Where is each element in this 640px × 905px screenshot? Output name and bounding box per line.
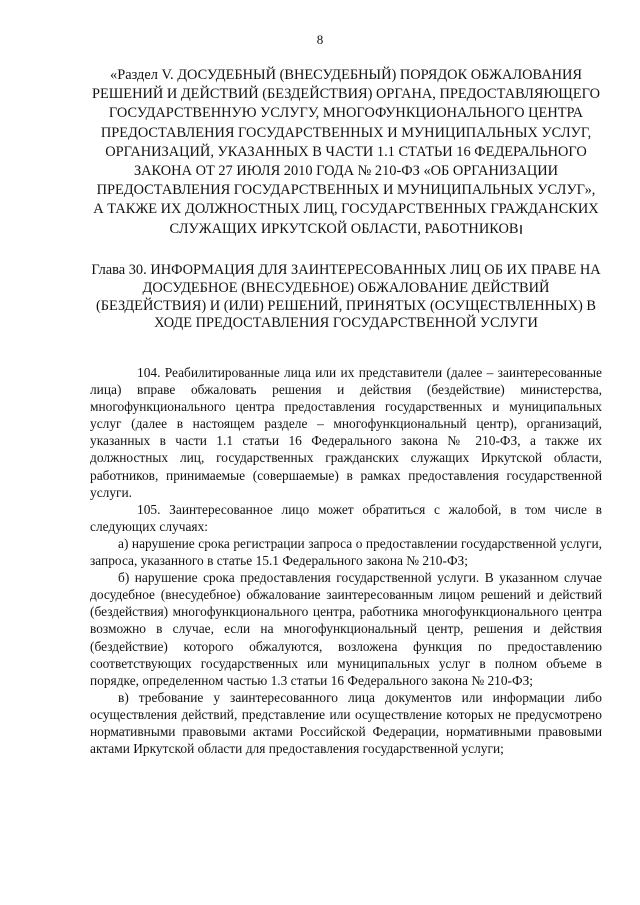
section-heading <box>90 66 602 239</box>
list-item-a: а) нарушение срока регистрации запроса о предоставлении государственной услуги, запроса, указанного в статье 15.1 Федерального закона № 210-ФЗ; <box>90 535 602 569</box>
list-item-v: в) требование у заинтересованного лица документов или информации либо осуществления действий, представление или осуществление которых не предусмотрено нормативными правовыми актами Российской Федерации, нормативными правовыми актами Иркутской области для предоставления государственной услуги; <box>90 689 602 757</box>
text-cursor-mark <box>520 225 522 234</box>
page-number: 8 <box>316 32 324 47</box>
paragraph-105: 105. Заинтересованное лицо может обратиться с жалобой, в том числе в следующих случаях: <box>90 501 602 534</box>
list-item-b: б) нарушение срока предоставления государственной услуги. В указанном случае досудебное (внесудебное) обжалование заинтересованным лицом решений и действий (бездействия) многофункционального центра, работника многофункционального центра возможно в случае, если на многофункциональный центр, решения и действия (бездействие) которого обжалуются, возложена функция по предоставлению соответствующих государственных или муниципальных услуг в полном объеме в порядке, определенном частью 1.3 статьи 16 Федерального закона № 210-ФЗ; <box>90 570 602 688</box>
body-text <box>90 364 602 757</box>
paragraph-104: 104. Реабилитированные лица или их представители (далее – заинтересованные лица) вправе обжаловать решения и действия (бездействие) министерства, многофункционального центра предоставления государственных и муниципальных услуг (далее в настоящем разделе – многофункциональный центр), организаций, указанных в части 1.1 статьи 16 Федерального закона № 210-ФЗ, а также их должностных лиц, государственных гражданских служащих Иркутской области, работников, принимаемые (совершаемые) в рамках предоставления государственной услуги. <box>90 365 602 500</box>
chapter-heading: Глава 30. ИНФОРМАЦИЯ ДЛЯ ЗАИНТЕРЕСОВАННЫХ ЛИЦ ОБ ИХ ПРАВЕ НА ДОСУДЕБНОЕ (ВНЕСУДЕБНОЕ) ОБЖАЛОВАНИЕ ДЕЙСТВИЙ (БЕЗДЕЙСТВИЯ) И (ИЛИ) РЕШЕНИЙ, ПРИНЯТЫХ (ОСУЩЕСТВЛЕННЫХ) В ХОДЕ ПРЕДОСТАВЛЕНИЯ ГОСУДАРСТВЕННОЙ УСЛУГИ <box>91 262 601 332</box>
section-heading-text: «Раздел V. ДОСУДЕБНЫЙ (ВНЕСУДЕБНЫЙ) ПОРЯДОК ОБЖАЛОВАНИЯ РЕШЕНИЙ И ДЕЙСТВИЙ (БЕЗДЕЙСТВИЯ) ОРГАНА, ПРЕДОСТАВЛЯЮЩЕГО ГОСУДАРСТВЕННУЮ УСЛУГУ, МНОГОФУНКЦИОНАЛЬНОГО ЦЕНТРА ПРЕДОСТАВЛЕНИЯ ГОСУДАРСТВЕННЫХ И МУНИЦИПАЛЬНЫХ УСЛУГ, ОРГАНИЗАЦИЙ, УКАЗАННЫХ В ЧАСТИ 1.1 СТАТЬИ 16 ФЕДЕРАЛЬНОГО ЗАКОНА ОТ 27 ИЮЛЯ 2010 ГОДА № 210-ФЗ «ОБ ОРГАНИЗАЦИИ ПРЕДОСТАВЛЕНИЯ ГОСУДАРСТВЕННЫХ И МУНИЦИПАЛЬНЫХ УСЛУГ», А ТАКЖЕ ИХ ДОЛЖНОСТНЫХ ЛИЦ, ГОСУДАРСТВЕННЫХ ГРАЖДАНСКИХ СЛУЖАЩИХ ИРКУТСКОЙ ОБЛАСТИ, РАБОТНИКОВ <box>92 67 600 237</box>
